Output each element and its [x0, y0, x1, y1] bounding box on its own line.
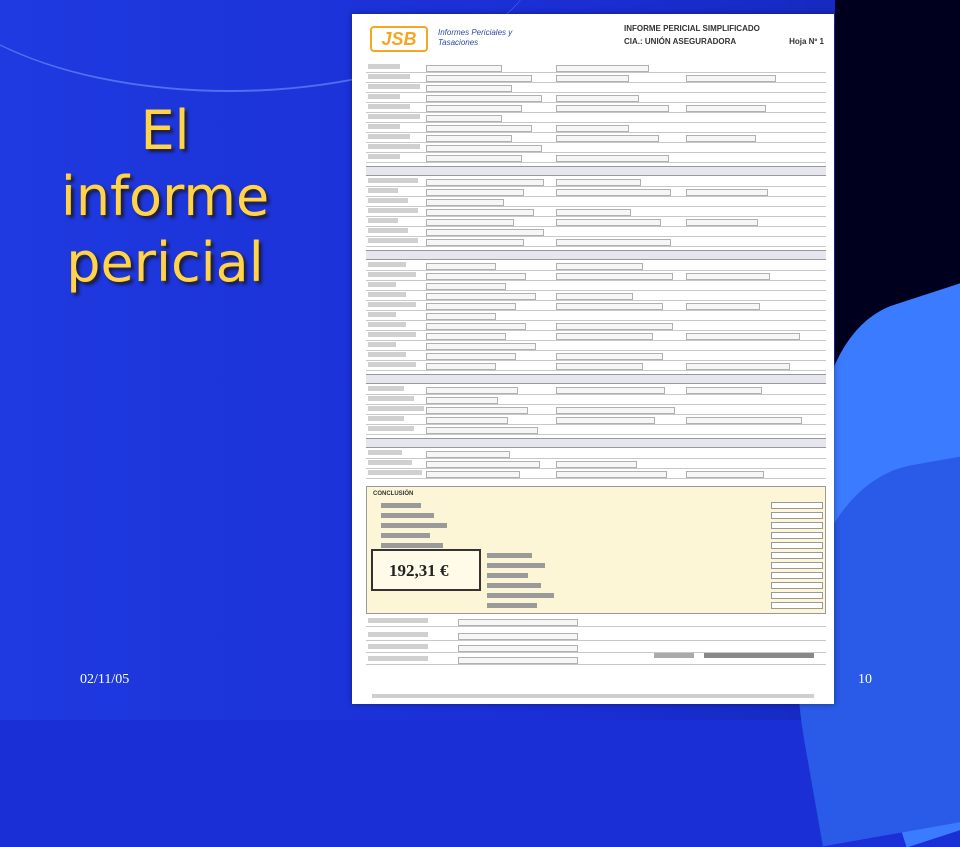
report-title: INFORME PERICIAL SIMPLIFICADO	[624, 24, 760, 33]
form-row-field	[426, 417, 508, 424]
form-row	[366, 334, 826, 341]
form-row	[366, 452, 826, 459]
form-row	[366, 472, 826, 479]
form-row-field	[556, 105, 669, 112]
conclusion-panel	[366, 486, 826, 614]
signer-label	[654, 653, 694, 658]
form-row	[366, 220, 826, 227]
report-header	[366, 20, 828, 62]
form-row-field	[426, 427, 538, 434]
form-row-label	[368, 188, 398, 193]
form-row	[366, 264, 826, 271]
form-row-label	[368, 302, 416, 307]
conclusion-row-value	[771, 562, 823, 569]
company-name-line-1: Informes Periciales y	[438, 28, 513, 37]
form-row-field	[458, 633, 578, 640]
form-row	[366, 408, 826, 415]
conclusion-row-value	[771, 552, 823, 559]
form-row-label	[368, 416, 404, 421]
conclusion-row-value	[771, 572, 823, 579]
form-row-field	[686, 219, 758, 226]
form-row-field	[458, 657, 578, 664]
form-row	[366, 354, 826, 361]
conclusion-row-value	[771, 592, 823, 599]
form-row-label	[368, 386, 404, 391]
conclusion-row-value	[771, 602, 823, 609]
title-line-2: informe	[60, 165, 270, 228]
form-section-bar	[366, 374, 826, 384]
form-row-field	[686, 303, 760, 310]
form-row-field	[426, 135, 512, 142]
form-row	[366, 190, 826, 197]
conclusion-row-value	[771, 582, 823, 589]
form-row-label	[368, 460, 412, 465]
form-row-field	[426, 397, 498, 404]
form-row	[366, 136, 826, 143]
total-amount: 192,31 €	[389, 561, 449, 580]
form-row-label	[368, 632, 428, 637]
form-row	[366, 66, 826, 73]
form-row-label	[368, 114, 420, 119]
conclusion-row-text	[487, 593, 554, 598]
report-form-image	[352, 14, 834, 704]
form-row-field	[426, 387, 518, 394]
form-row-label	[368, 656, 428, 661]
form-row-label	[368, 74, 410, 79]
form-row-field	[426, 95, 542, 102]
form-row	[366, 462, 826, 469]
form-row	[366, 156, 826, 163]
form-row	[366, 76, 826, 83]
form-row	[366, 658, 826, 665]
form-row-field	[426, 263, 496, 270]
form-row-field	[426, 323, 526, 330]
form-row-field	[556, 407, 675, 414]
form-row-field	[426, 189, 524, 196]
form-row-field	[556, 333, 653, 340]
form-row-label	[368, 154, 400, 159]
form-row-label	[368, 218, 398, 223]
conclusion-row-value	[771, 512, 823, 519]
form-row-field	[556, 263, 643, 270]
form-row-label	[368, 144, 420, 149]
form-row-field	[426, 229, 544, 236]
form-row-field	[686, 189, 768, 196]
slide-title	[40, 98, 290, 296]
form-row-field	[556, 125, 629, 132]
form-row-label	[368, 84, 420, 89]
form-section-bar	[366, 438, 826, 448]
form-row-field	[458, 619, 578, 626]
form-row-label	[368, 262, 406, 267]
conclusion-row-text	[381, 523, 447, 528]
form-row-label	[368, 94, 400, 99]
form-row	[366, 294, 826, 301]
form-row-field	[426, 333, 506, 340]
form-row-field	[556, 323, 673, 330]
form-row-field	[556, 363, 643, 370]
form-row-field	[426, 219, 514, 226]
conclusion-row-text	[381, 503, 421, 508]
form-row-field	[426, 363, 496, 370]
form-row-field	[686, 273, 770, 280]
conclusion-row-value	[771, 502, 823, 509]
form-row-field	[556, 387, 665, 394]
form-row	[366, 240, 826, 247]
form-row-field	[556, 95, 639, 102]
form-row-label	[368, 312, 396, 317]
conclusion-row-text	[487, 573, 528, 578]
form-row-field	[426, 407, 528, 414]
form-row	[366, 106, 826, 113]
form-row-field	[426, 353, 516, 360]
conclusion-row-text	[487, 603, 537, 608]
form-row-label	[368, 134, 410, 139]
form-row	[366, 388, 826, 395]
form-row-field	[556, 209, 631, 216]
company-name	[438, 28, 512, 48]
form-row	[366, 428, 826, 435]
company-logo: JSB	[370, 26, 428, 52]
form-row-field	[556, 155, 669, 162]
form-row	[366, 304, 826, 311]
form-row-field	[426, 313, 496, 320]
form-row-field	[426, 105, 522, 112]
form-row-field	[556, 75, 629, 82]
form-row	[366, 314, 826, 321]
form-row-field	[426, 283, 506, 290]
conclusion-row-value	[771, 522, 823, 529]
sheet-number: Hoja Nº 1	[789, 37, 824, 46]
form-row	[366, 620, 826, 627]
form-row-field	[556, 189, 671, 196]
signer-name	[704, 653, 814, 658]
title-line-1: El	[140, 99, 190, 162]
form-row-label	[368, 396, 414, 401]
form-row	[366, 96, 826, 103]
conclusion-row-text	[381, 513, 434, 518]
conclusion-row-text	[487, 563, 545, 568]
form-row	[366, 344, 826, 351]
report-subtitle-row	[624, 35, 824, 48]
form-row-field	[426, 239, 524, 246]
form-row-field	[426, 451, 510, 458]
form-row-field	[556, 461, 637, 468]
form-row	[366, 116, 826, 123]
form-row-label	[368, 238, 418, 243]
form-row-label	[368, 208, 418, 213]
form-row	[366, 146, 826, 153]
form-row-field	[686, 417, 802, 424]
form-row-field	[556, 135, 659, 142]
form-row-label	[368, 124, 400, 129]
form-row	[366, 634, 826, 641]
form-row	[366, 418, 826, 425]
total-amount-box	[371, 549, 481, 591]
form-row-label	[368, 178, 418, 183]
form-row-field	[426, 273, 526, 280]
form-row-field	[426, 461, 540, 468]
form-row-field	[426, 293, 536, 300]
form-row-field	[686, 363, 790, 370]
form-row-label	[368, 272, 416, 277]
form-row-label	[368, 282, 396, 287]
form-row-field	[426, 65, 502, 72]
form-row-label	[368, 198, 408, 203]
form-section-bar	[366, 166, 826, 176]
form-row-field	[426, 471, 520, 478]
form-row-field	[458, 645, 578, 652]
title-line-3: pericial	[66, 231, 264, 294]
form-row-label	[368, 426, 414, 431]
form-row-label	[368, 342, 396, 347]
form-row-field	[426, 343, 536, 350]
form-row-field	[556, 219, 661, 226]
insurer-name: CIA.: UNIÓN ASEGURADORA	[624, 37, 737, 46]
form-row-field	[426, 155, 522, 162]
conclusion-row-text	[381, 533, 430, 538]
form-row	[366, 284, 826, 291]
company-name-line-2: Tasaciones	[438, 38, 479, 47]
form-row-field	[556, 303, 663, 310]
form-row-field	[556, 353, 663, 360]
form-row-label	[368, 352, 406, 357]
form-row-field	[686, 471, 764, 478]
form-row	[366, 274, 826, 281]
form-section-bar	[366, 250, 826, 260]
form-row-field	[686, 75, 776, 82]
conclusion-row-text	[487, 553, 532, 558]
form-row	[366, 126, 826, 133]
form-row-label	[368, 470, 422, 475]
conclusion-row-value	[771, 532, 823, 539]
form-row-label	[368, 64, 400, 69]
form-row-field	[556, 293, 633, 300]
form-row-field	[686, 333, 800, 340]
form-row-field	[426, 75, 532, 82]
page-number: 10	[858, 672, 872, 687]
conclusion-label: CONCLUSIÓN	[373, 491, 414, 497]
form-row	[366, 230, 826, 237]
form-row-label	[368, 362, 416, 367]
form-row-field	[426, 85, 512, 92]
form-row-field	[556, 273, 673, 280]
form-row	[366, 646, 826, 653]
form-row	[366, 180, 826, 187]
conclusion-row-text	[487, 583, 541, 588]
form-row-label	[368, 104, 410, 109]
form-row-label	[368, 618, 428, 623]
form-row-field	[556, 417, 655, 424]
form-row-field	[426, 115, 502, 122]
form-row	[366, 210, 826, 217]
footer-date: 02/11/05	[80, 672, 130, 687]
form-row-field	[426, 209, 534, 216]
document-footer-line	[372, 694, 814, 698]
form-row-label	[368, 450, 402, 455]
form-row-field	[556, 471, 667, 478]
conclusion-row-text	[381, 543, 443, 548]
form-row	[366, 200, 826, 207]
form-row-field	[686, 387, 762, 394]
form-row-field	[426, 179, 544, 186]
form-row-field	[556, 179, 641, 186]
form-row-label	[368, 644, 428, 649]
form-row-label	[368, 322, 406, 327]
form-row-field	[426, 303, 516, 310]
form-row	[366, 324, 826, 331]
form-row-field	[556, 239, 671, 246]
form-row-label	[368, 292, 406, 297]
form-row-label	[368, 228, 408, 233]
form-row	[366, 364, 826, 371]
form-row-field	[686, 135, 756, 142]
form-row-label	[368, 406, 424, 411]
conclusion-row-value	[771, 542, 823, 549]
form-row-field	[426, 145, 542, 152]
form-row	[366, 86, 826, 93]
report-title-block	[624, 22, 824, 48]
form-row-field	[426, 199, 504, 206]
form-row-label	[368, 332, 416, 337]
form-row-field	[556, 65, 649, 72]
form-row-field	[686, 105, 766, 112]
form-row	[366, 398, 826, 405]
form-row-field	[426, 125, 532, 132]
